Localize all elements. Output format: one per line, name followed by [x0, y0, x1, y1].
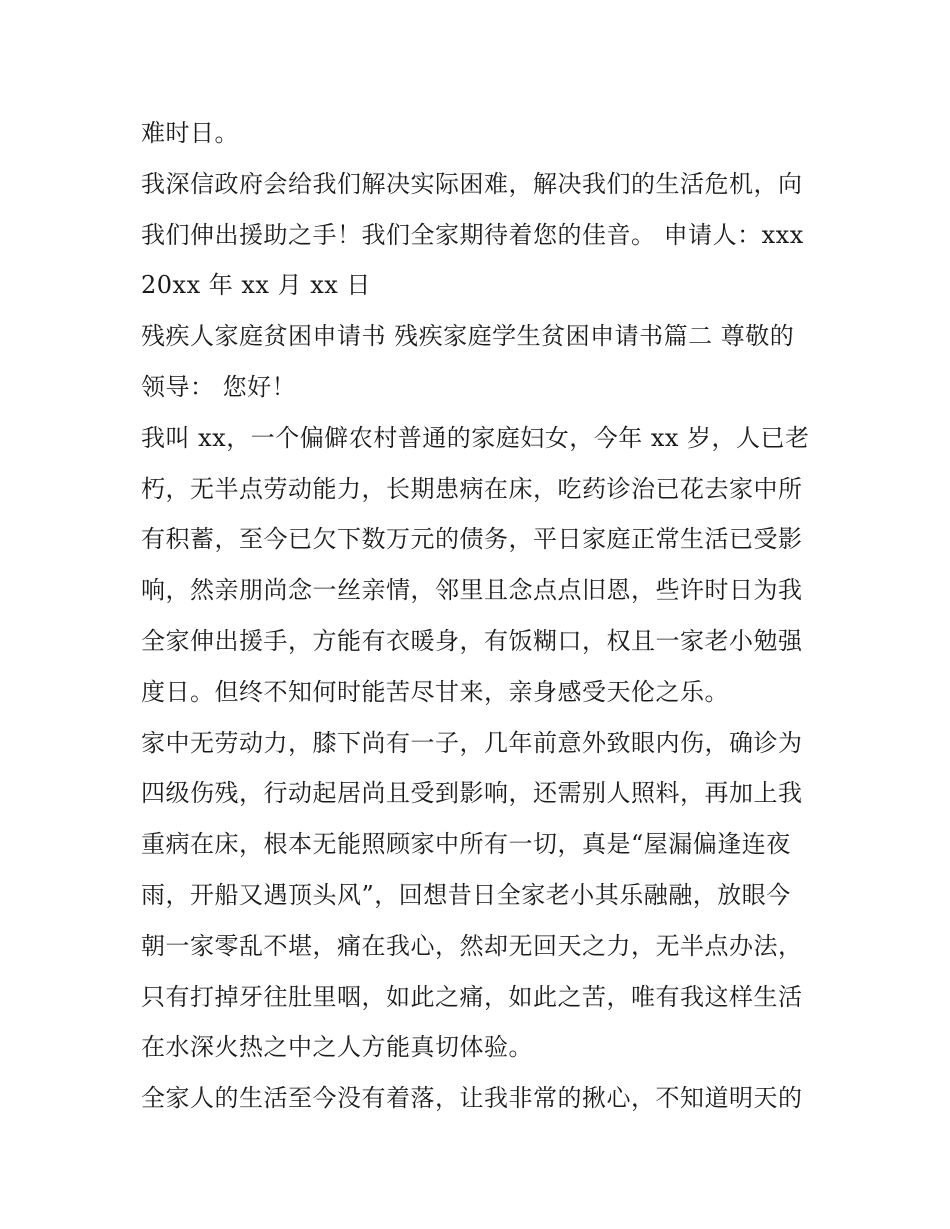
date-line: 20xx 年 xx 月 xx 日	[141, 271, 371, 300]
text-line: 我们伸出援助之手！我们全家期待着您的佳音。 申请人：xxx	[141, 220, 804, 249]
text-line: 难时日。	[141, 119, 239, 147]
text-line: 有积蓄，至今已欠下数万元的债务，平日家庭正常生活已受影	[141, 525, 803, 554]
text-line: 全家人的生活至今没有着落，让我非常的揪心，不知道明天的	[141, 1084, 803, 1113]
text-line: 全家伸出援手，方能有衣暖身，有饭糊口，权且一家老小勉强	[141, 626, 803, 655]
text-line: 只有打掉牙往肚里咽，如此之痛，如此之苦，唯有我这样生活	[141, 982, 803, 1011]
salutation-line: 领导： 您好！	[141, 372, 297, 401]
text-line: 在水深火热之中之人方能真切体验。	[141, 1033, 533, 1062]
text-line: 重病在床，根本无能照顾家中所有一切，真是“屋漏偏逢连夜	[141, 830, 791, 859]
text-line: 朝一家零乱不堪，痛在我心，然却无回天之力，无半点办法，	[141, 931, 803, 960]
text-line: 家中无劳动力，膝下尚有一子，几年前意外致眼内伤，确诊为	[141, 728, 803, 757]
section-heading-line: 残疾人家庭贫困申请书 残疾家庭学生贫困申请书篇二 尊敬的	[141, 322, 795, 351]
document-body	[141, 108, 821, 1124]
text-line: 度日。但终不知何时能苦尽甘来，亲身感受天伦之乐。	[141, 677, 729, 706]
text-line: 我深信政府会给我们解决实际困难，解决我们的生活危机，向	[141, 169, 803, 198]
text-line: 我叫 xx，一个偏僻农村普通的家庭妇女，今年 xx 岁，人已老	[141, 423, 810, 452]
text-line: 雨，开船又遇顶头风”，回想昔日全家老小其乐融融，放眼今	[141, 880, 791, 909]
text-line: 响，然亲朋尚念一丝亲情，邻里且念点点旧恩，些许时日为我	[141, 576, 803, 605]
text-line: 朽，无半点劳动能力，长期患病在床，吃药诊治已花去家中所	[141, 474, 803, 503]
text-line: 四级伤残，行动起居尚且受到影响，还需别人照料，再加上我	[141, 779, 803, 808]
